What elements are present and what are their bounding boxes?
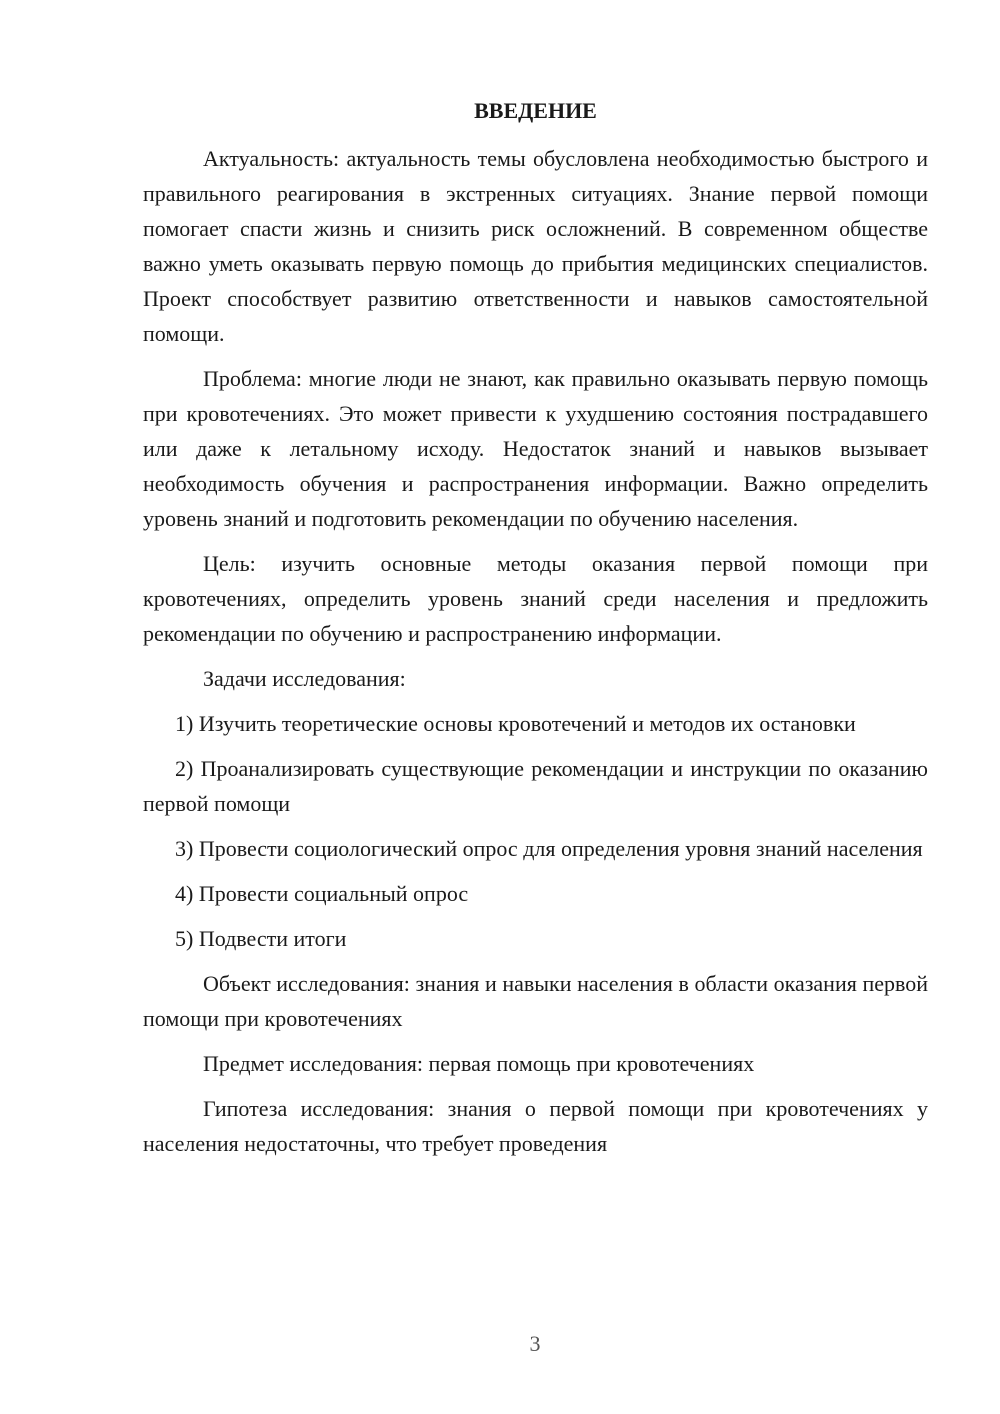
paragraph-subject: Предмет исследования: первая помощь при кровотечениях bbox=[203, 1051, 755, 1076]
document-page bbox=[143, 90, 928, 1171]
page-title: ВВЕДЕНИЕ bbox=[474, 98, 597, 123]
task-item-5: 5) Подвести итоги bbox=[175, 926, 347, 951]
paragraph-relevance: Актуальность: актуальность темы обусловлена необходимостью быстрого и правильного реагирования в экстренных ситуациях. Знание первой помощи помогает спасти жизнь и снизить риск осложнений. В современном обществе важно уметь оказывать первую помощь до прибытия медицинских специалистов. Проект способствует развитию ответственности и навыков самостоятельной помощи. bbox=[143, 146, 928, 346]
task-item-4: 4) Провести социальный опрос bbox=[175, 881, 469, 906]
paragraph-tasks-heading: Задачи исследования: bbox=[203, 666, 406, 691]
paragraph-problem: Проблема: многие люди не знают, как правильно оказывать первую помощь при кровотечениях. Это может привести к ухудшению состояния пострадавшего или даже к летальному исходу. Недостаток знаний и навыков вызывает необходимость обучения и распространения информации. Важно определить уровень знаний и подготовить рекомендации по обучению населения. bbox=[143, 366, 928, 531]
paragraph-hypothesis: Гипотеза исследования: знания о первой помощи при кровотечениях у населения недостаточны, что требует проведения bbox=[143, 1096, 928, 1156]
paragraph-object: Объект исследования: знания и навыки населения в области оказания первой помощи при кровотечениях bbox=[143, 971, 928, 1031]
paragraph-goal: Цель: изучить основные методы оказания первой помощи при кровотечениях, определить уровень знаний среди населения и предложить рекомендации по обучению и распространению информации. bbox=[143, 551, 928, 646]
task-item-2: 2) Проанализировать существующие рекомендации и инструкции по оказанию первой помощи bbox=[143, 756, 928, 816]
page-number: 3 bbox=[529, 1331, 541, 1356]
task-item-3: 3) Провести социологический опрос для определения уровня знаний населения bbox=[175, 836, 923, 861]
task-item-1: 1) Изучить теоретические основы кровотечений и методов их остановки bbox=[175, 711, 856, 736]
